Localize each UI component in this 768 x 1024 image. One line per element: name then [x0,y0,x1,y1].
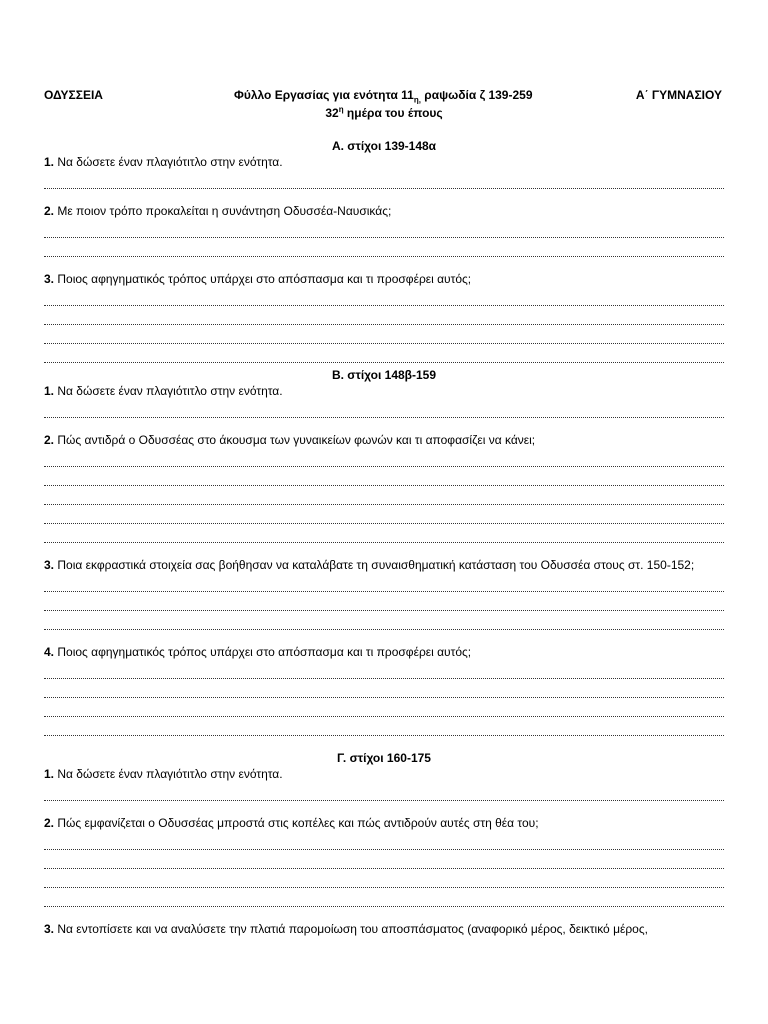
worksheet-title-subscript: η, [413,95,421,105]
answer-line[interactable] [44,717,724,736]
header-day [0,105,768,120]
answer-line[interactable] [44,679,724,698]
question-c2 [44,815,724,831]
answer-line[interactable] [44,869,724,888]
header-title: ΟΔΥΣΣΕΙΑ [44,88,103,102]
question-number: 2. [44,816,55,830]
question-b4 [44,644,724,660]
worksheet-body [44,138,724,937]
question-text: Να δώσετε έναν πλαγιότιτλο στην ενότητα. [54,155,283,169]
answer-line[interactable] [44,448,724,467]
question-text: Ποιος αφηγηματικός τρόπος υπάρχει στο απόσπασμα και τι προσφέρει αυτός; [54,272,472,286]
answer-line[interactable] [44,611,724,630]
question-a1 [44,154,724,170]
answer-line[interactable] [44,524,724,543]
section-c-title: Γ. στίχοι 160-175 [337,751,431,765]
question-c3 [44,921,724,937]
day-superscript: η [338,105,344,114]
question-b2 [44,432,724,448]
question-number: 1. [44,155,55,169]
question-c1 [44,766,724,782]
question-text: Να δώσετε έναν πλαγιότιτλο στην ενότητα. [54,384,283,398]
answer-line[interactable] [44,850,724,869]
question-text: Πώς εμφανίζεται ο Οδυσσέας μπροστά στις κοπέλες και πώς αντιδρούν αυτές στη θέα του; [54,816,539,830]
question-text: Με ποιον τρόπο προκαλείται η συνάντηση Οδυσσέα-Ναυσικάς; [54,204,392,218]
question-number: 2. [44,433,55,447]
answer-line[interactable] [44,219,724,238]
day-number: 32 [325,106,339,120]
header-class: Α΄ ΓΥΜΝΑΣΙΟΥ [635,88,722,102]
answer-line[interactable] [44,486,724,505]
answer-line[interactable] [44,306,724,325]
worksheet-title-text: Φύλλο Εργασίας για ενότητα 11 [234,88,414,102]
question-b3 [44,557,724,573]
question-text: Ποιος αφηγηματικός τρόπος υπάρχει στο απόσπασμα και τι προσφέρει αυτός; [54,645,472,659]
answer-line[interactable] [44,238,724,257]
question-text: Να δώσετε έναν πλαγιότιτλο στην ενότητα. [54,767,283,781]
answer-line[interactable] [44,888,724,907]
answer-line[interactable] [44,698,724,717]
answer-line[interactable] [44,467,724,486]
header [44,88,722,106]
question-number: 3. [44,272,55,286]
answer-line[interactable] [44,660,724,679]
question-text: Πώς αντιδρά ο Οδυσσέας στο άκουσμα των γυναικείων φωνών και τι αποφασίζει να κάνει; [54,433,536,447]
question-number: 4. [44,645,55,659]
question-b1 [44,383,724,399]
question-number: 3. [44,922,55,936]
question-number: 3. [44,558,55,572]
answer-line[interactable] [44,573,724,592]
question-number: 1. [44,767,55,781]
question-text: Ποια εκφραστικά στοιχεία σας βοήθησαν να καταλάβατε τη συναισθηματική κατάσταση του Οδυσσέα στους στ. 150-152; [54,558,695,572]
answer-line[interactable] [44,344,724,363]
question-a2 [44,203,724,219]
answer-line[interactable] [44,505,724,524]
header-worksheet-title [234,88,533,104]
section-a-title: Α. στίχοι 139-148α [331,139,437,153]
answer-line[interactable] [44,170,724,189]
worksheet-title-rhapsody: ραψωδία ζ 139-259 [420,88,533,102]
answer-line[interactable] [44,287,724,306]
answer-line[interactable] [44,399,724,418]
day-text: ημέρα του έπους [343,106,443,120]
question-number: 1. [44,384,55,398]
question-a3 [44,271,724,287]
question-text: Να εντοπίσετε και να αναλύσετε την πλατιά παρομοίωση του αποσπάσματος (αναφορικό μέρος, δεικτικό μέρος, [54,922,648,936]
question-number: 2. [44,204,55,218]
answer-line[interactable] [44,325,724,344]
answer-line[interactable] [44,592,724,611]
section-b-title: Β. στίχοι 148β-159 [331,368,437,382]
answer-line[interactable] [44,831,724,850]
answer-line[interactable] [44,782,724,801]
